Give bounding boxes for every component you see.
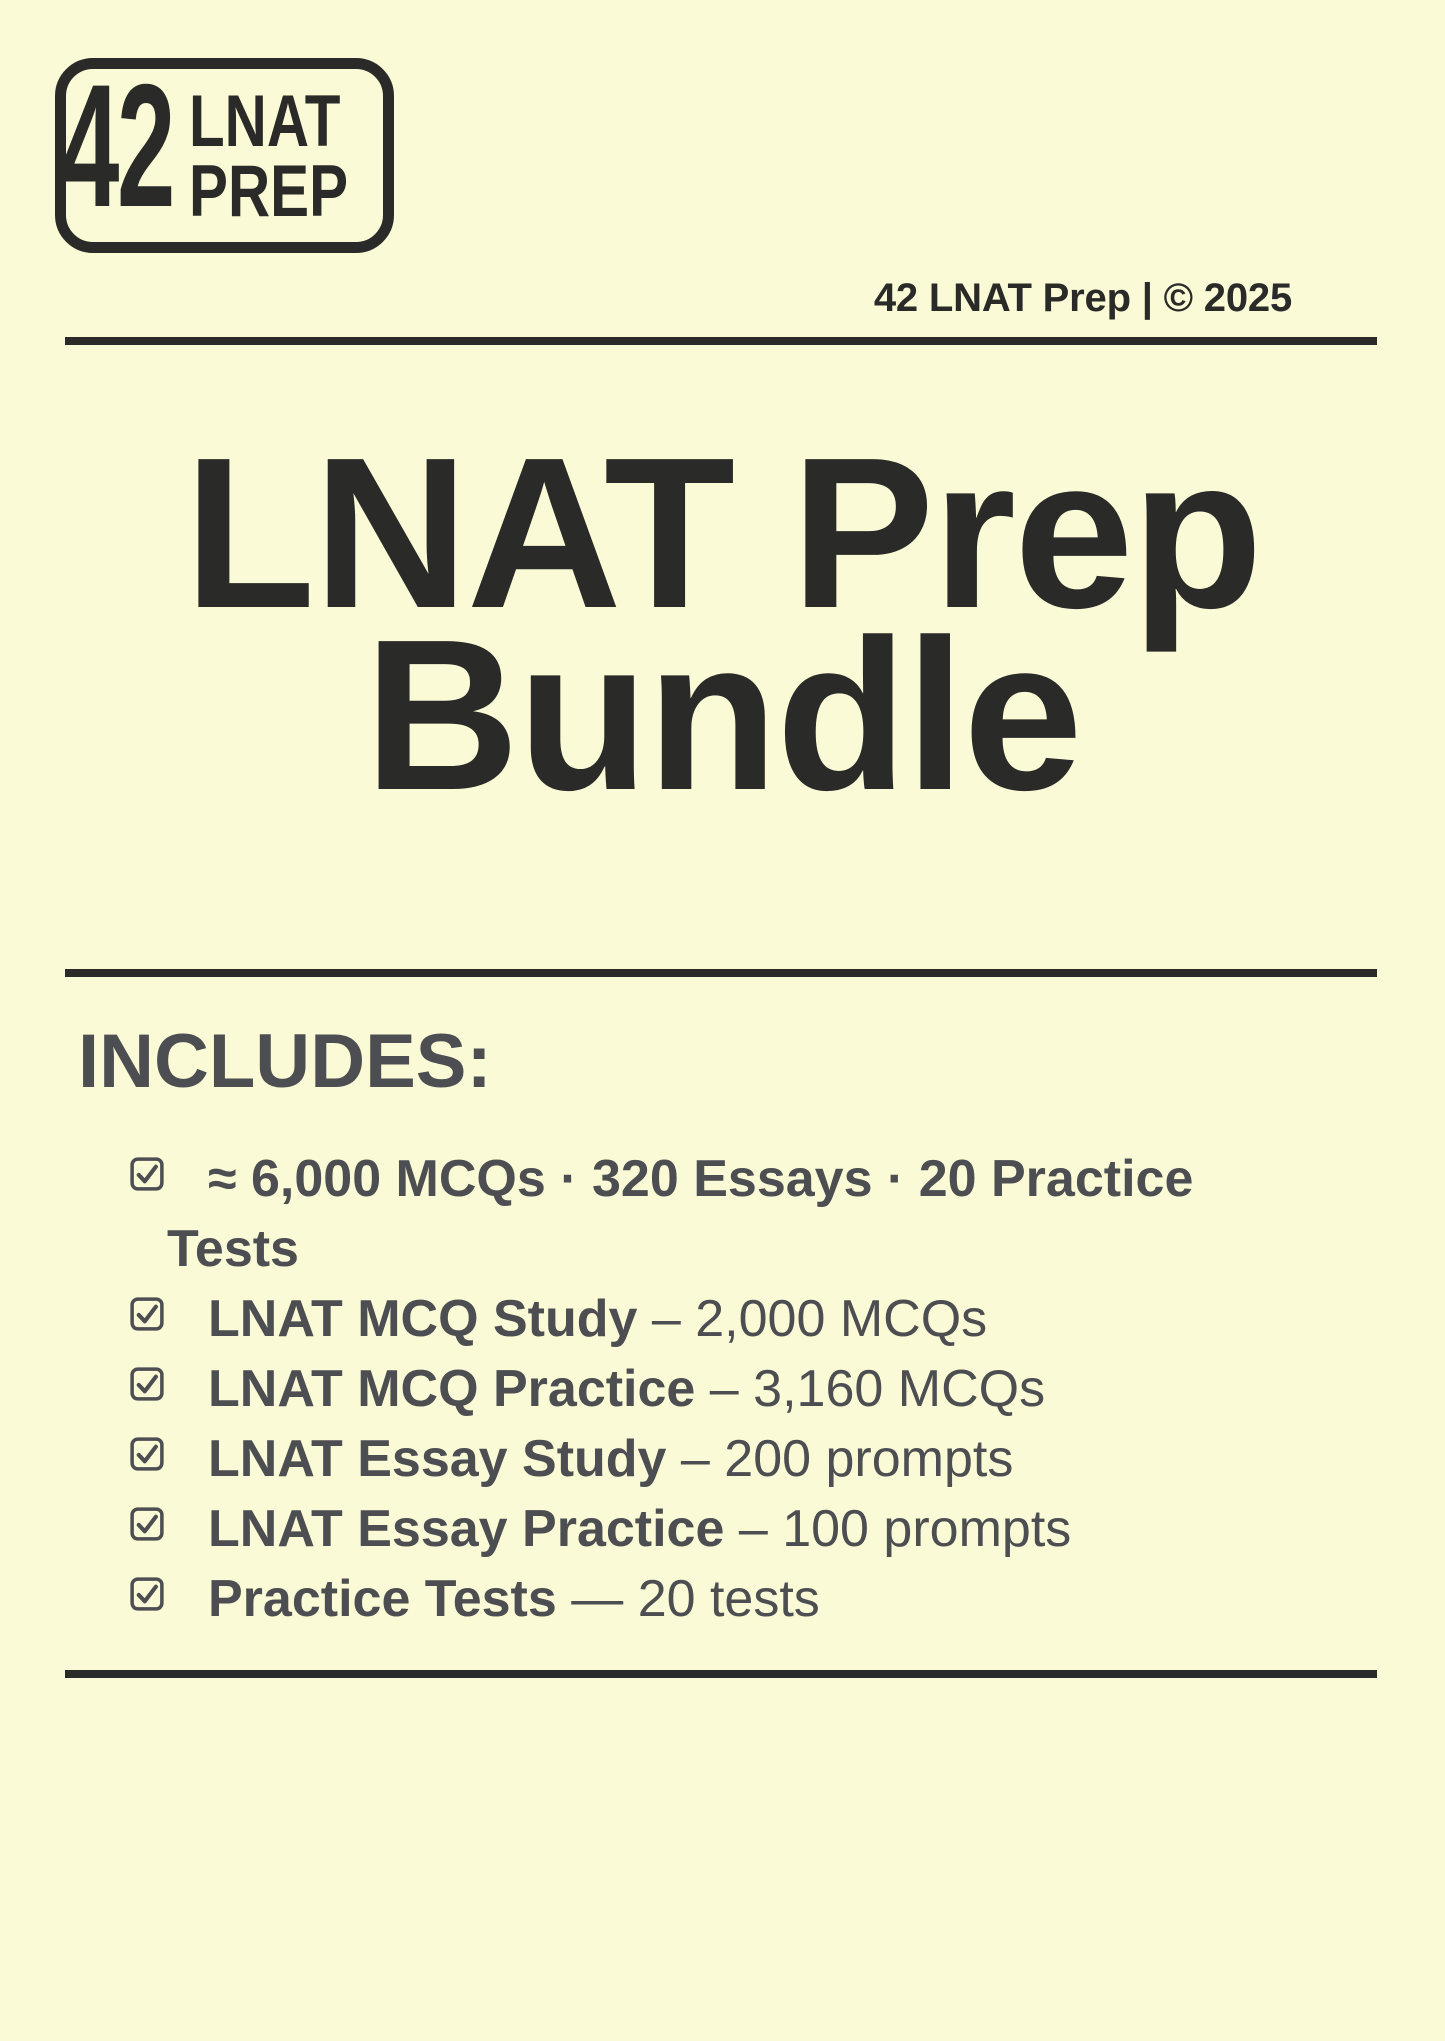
section-rule [65, 969, 1377, 977]
item-name: Practice Tests [208, 1570, 557, 1628]
title-line-2: Bundle [364, 594, 1081, 835]
item-name: LNAT MCQ Study [208, 1290, 638, 1348]
item-name: LNAT MCQ Practice [208, 1360, 696, 1418]
bottom-rule [65, 1670, 1377, 1678]
logo-number: 42 [61, 48, 174, 244]
list-item [128, 1494, 1248, 1564]
item-name: ≈ 6,000 MCQs · 320 Essays · 20 Practice Tests [167, 1150, 1194, 1278]
logo-word-lnat: LNAT [189, 80, 341, 162]
item-detail: – 100 prompts [724, 1500, 1072, 1558]
title-line-1: LNAT Prep [184, 412, 1261, 653]
includes-list [128, 1144, 1248, 1634]
list-item [128, 1354, 1248, 1424]
checked-checkbox-icon [128, 1435, 166, 1473]
item-name: LNAT Essay Study [208, 1430, 667, 1488]
logo-word-prep: PREP [189, 150, 349, 232]
header-credit: 42 LNAT Prep | © 2025 [873, 276, 1292, 320]
checked-checkbox-icon [128, 1575, 166, 1613]
top-rule [65, 337, 1377, 345]
item-detail: – 3,160 MCQs [695, 1360, 1046, 1418]
checked-checkbox-icon [128, 1295, 166, 1333]
brand-logo [55, 48, 394, 253]
item-name: LNAT Essay Practice [208, 1500, 725, 1558]
includes-heading: INCLUDES: [78, 1019, 492, 1104]
item-detail: — 20 tests [556, 1570, 820, 1628]
list-item [128, 1144, 1248, 1284]
list-item [128, 1564, 1248, 1634]
checked-checkbox-icon [128, 1505, 166, 1543]
logo-wordmark [189, 80, 388, 232]
checked-checkbox-icon [128, 1155, 166, 1193]
item-detail: – 200 prompts [666, 1430, 1014, 1488]
page-title [0, 412, 1445, 835]
item-detail: – 2,000 MCQs [637, 1290, 988, 1348]
checked-checkbox-icon [128, 1365, 166, 1403]
list-item [128, 1424, 1248, 1494]
list-item [128, 1284, 1248, 1354]
